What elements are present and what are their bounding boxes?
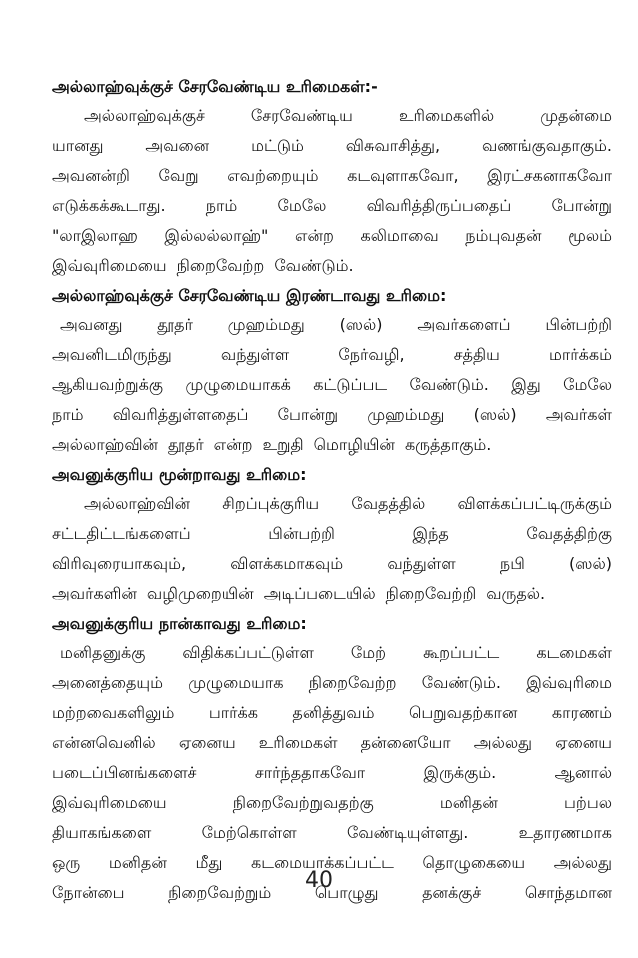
word: நிறைவேற்றி — [385, 584, 477, 603]
word: எவற்றையும் — [227, 166, 319, 185]
word: மேற்கொள்ள — [201, 823, 297, 842]
word: முழுமையாகக் — [185, 375, 291, 394]
word: நிறைவேற்ற — [176, 256, 265, 275]
word: ஒரு — [52, 853, 81, 872]
word: மார்க்கம் — [549, 345, 612, 364]
word: கட்டுப்பட — [313, 375, 388, 394]
word: வருதல். — [486, 584, 546, 603]
word: வேதத்திற்கு — [526, 524, 612, 543]
paragraph-line — [52, 549, 612, 579]
word: அவர்களின் — [52, 584, 137, 603]
word: மனிதனுக்கு — [60, 643, 146, 662]
word: உரிமைகள் — [258, 733, 338, 752]
word: உதாரணமாக — [518, 823, 612, 842]
word: என்னவெனில் — [52, 733, 156, 752]
word: வேறு — [158, 166, 199, 185]
word: வேண்டும். — [421, 673, 502, 692]
word: மூலம் — [568, 226, 612, 245]
word: மனிதன் — [439, 793, 498, 812]
section-heading-1: அல்லாஹ்வுக்குச் சேரவேண்டிய உரிமைகள்:- — [52, 77, 378, 96]
paragraph-line — [52, 758, 612, 788]
word: மேலே — [563, 375, 612, 394]
word: வழிமுறையின் — [146, 584, 254, 603]
word: முஹம்மது — [367, 405, 445, 424]
word: மற்றவைகளிலும் — [52, 703, 175, 722]
word: (ஸல்) — [473, 405, 517, 424]
word: உரிமைகளில் — [398, 106, 495, 125]
word: அல்லாஹ்வின் — [52, 435, 159, 454]
paragraph-line — [52, 191, 612, 221]
word: தனக்குச் — [422, 883, 482, 902]
paragraph-line — [52, 370, 612, 400]
word: தொழுகையை — [422, 853, 526, 872]
paragraph-line — [52, 788, 612, 818]
word: வேண்டும். — [274, 256, 354, 275]
word: யானது — [52, 136, 104, 155]
word: சத்திய — [453, 345, 500, 364]
paragraph-line — [52, 340, 612, 370]
word: சொந்தமான — [524, 883, 612, 902]
word: இல்லல்லாஹ்" — [164, 226, 269, 245]
word: அடிப்படையில் — [263, 584, 376, 603]
word: "லாஇலாஹ — [52, 226, 138, 245]
word: நிறைவேற்றுவதற்கு — [232, 793, 374, 812]
paragraph-line — [52, 519, 612, 549]
word: அவர்களைப் — [417, 315, 511, 334]
word: அவனது — [60, 315, 123, 334]
section-heading-4: அவனுக்குரிய நான்காவது உரிமை: — [52, 614, 307, 633]
word: இவ்வுரிமை — [526, 673, 612, 692]
page-content — [52, 72, 612, 908]
paragraph-line — [52, 161, 612, 191]
word: விசுவாசித்து, — [345, 136, 441, 155]
word: மட்டும் — [251, 136, 304, 155]
word: அவனை — [145, 136, 210, 155]
word: அவர்கள் — [545, 405, 612, 424]
paragraph-line — [52, 698, 612, 728]
word: வேதத்தில் — [351, 494, 426, 513]
word: பெறுவதற்கான — [408, 703, 518, 722]
word: வந்துள்ள — [220, 345, 290, 364]
word: ஏனைய — [555, 733, 612, 752]
paragraph-line — [52, 221, 612, 251]
word: பின்பற்றி — [545, 315, 612, 334]
word: வந்துள்ள — [387, 554, 456, 573]
word: நிறைவேற்றும் — [168, 883, 272, 902]
word: விவரித்திருப்பதைப் — [366, 196, 512, 215]
section-heading-2: அல்லாஹ்வுக்குச் சேரவேண்டிய இரண்டாவது உரிமை: — [52, 286, 447, 305]
word: சேரவேண்டிய — [250, 106, 353, 125]
word: இந்த — [412, 524, 449, 543]
paragraph-line — [52, 579, 612, 609]
word: என்ற — [213, 435, 253, 454]
word: அல்லது — [553, 853, 612, 872]
word: மேலே — [277, 196, 327, 215]
word: படைப்பினங்களைச் — [52, 763, 197, 782]
word: விளக்கமாகவும் — [230, 554, 344, 573]
word: அவனிடமிருந்து — [52, 345, 172, 364]
word: போன்று — [277, 405, 339, 424]
word: மொழியின் — [313, 435, 395, 454]
word: முஹம்மது — [227, 315, 305, 334]
word: இருக்கும். — [423, 763, 497, 782]
word: முதன்மை — [540, 106, 612, 125]
word: விதிக்கப்பட்டுள்ள — [182, 643, 314, 662]
word: விளக்கப்பட்டிருக்கும் — [457, 494, 612, 513]
word: பின்பற்றி — [268, 524, 335, 543]
word: கூறப்பட்ட — [423, 643, 500, 662]
word: நம்புவதன் — [465, 226, 542, 245]
word: தூதர் — [157, 315, 193, 334]
word: நபி — [499, 554, 525, 573]
word: நோன்பை — [52, 883, 125, 902]
section-heading-3: அவனுக்குரிய மூன்றாவது உரிமை: — [52, 465, 307, 484]
word: (ஸல்) — [339, 315, 383, 334]
word: சார்ந்ததாகவோ — [254, 763, 366, 782]
section-paragraph-3 — [52, 489, 612, 609]
paragraph-line — [52, 818, 612, 848]
paragraph-line — [52, 728, 612, 758]
word: சிறப்புக்குரிய — [222, 494, 320, 513]
section-paragraph-2 — [52, 310, 612, 460]
page-number: 40 — [305, 868, 333, 893]
word: விரிவுரையாகவும், — [52, 554, 187, 573]
word: ஆகியவற்றுக்கு — [52, 375, 163, 394]
word: வணங்குவதாகும். — [481, 136, 612, 155]
paragraph-line — [52, 400, 612, 430]
word: நாம் — [52, 405, 84, 424]
word: போன்று — [551, 196, 612, 215]
paragraph-line — [52, 251, 612, 281]
word: விவரித்துள்ளதைப் — [112, 405, 249, 424]
word: மேற் — [350, 643, 387, 662]
word: தனித்துவம் — [292, 703, 375, 722]
word: நேர்வழி, — [338, 345, 405, 364]
word: முழுமையாக — [188, 673, 284, 692]
word: இவ்வுரிமையை — [52, 256, 167, 275]
word: ஆனால் — [554, 763, 612, 782]
word: எடுக்கக்கூடாது. — [52, 196, 166, 215]
word: வேண்டியுள்ளது. — [346, 823, 469, 842]
paragraph-line — [52, 101, 612, 131]
word: கடமையாக்கப்பட்ட — [251, 853, 394, 872]
word: கருத்தாகும். — [404, 435, 492, 454]
word: காரணம் — [551, 703, 612, 722]
word: பற்பல — [564, 793, 612, 812]
paragraph-line — [52, 668, 612, 698]
paragraph-line — [52, 310, 612, 340]
word: அல்லாஹ்வின் — [84, 494, 191, 513]
word: இது — [511, 375, 541, 394]
word: ஏனைய — [178, 733, 236, 752]
section-paragraph-1 — [52, 101, 612, 281]
word: தூதர் — [168, 435, 204, 454]
word: மனிதன் — [108, 853, 167, 872]
word: நாம் — [205, 196, 238, 215]
word: கடவுளாகவோ, — [347, 166, 459, 185]
word: அல்லாஹ்வுக்குச் — [84, 106, 205, 125]
word: சட்டதிட்டங்களைப் — [52, 524, 191, 543]
word: (ஸல்) — [569, 554, 612, 573]
word: பொழுது — [314, 883, 379, 902]
word: அனைத்தையும் — [52, 673, 164, 692]
word: தன்னையோ — [360, 733, 451, 752]
word: இரட்சகனாகவோ — [487, 166, 612, 185]
paragraph-line — [52, 430, 612, 460]
word: இவ்வுரிமையை — [52, 793, 167, 812]
paragraph-line — [52, 489, 612, 519]
word: கலிமாவை — [360, 226, 439, 245]
paragraph-line — [52, 131, 612, 161]
word: நிறைவேற்ற — [308, 673, 397, 692]
word: வேண்டும். — [409, 375, 489, 394]
word: பார்க்க — [208, 703, 258, 722]
word: உறுதி — [262, 435, 304, 454]
word: என்ற — [294, 226, 334, 245]
word: கடமைகள் — [536, 643, 612, 662]
word: அல்லது — [473, 733, 532, 752]
word: மீது — [195, 853, 223, 872]
word: தியாகங்களை — [52, 823, 152, 842]
word: அவனன்றி — [52, 166, 130, 185]
paragraph-line — [52, 638, 612, 668]
